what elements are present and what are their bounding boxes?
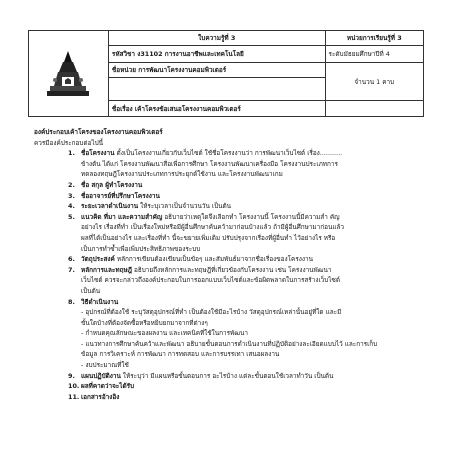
item-description: ให้ระบุเวลาเป็นจำนวนวัน เป็นต้น — [138, 202, 232, 211]
topic: ชื่อเรื่อง เค้าโครงข้อเสนอโครงงานคอมพิวเตอร์ — [108, 101, 325, 117]
item-label: ชื่อโครงงาน — [81, 149, 115, 158]
item-list-continued — [28, 371, 424, 403]
method-subitem: - อุปกรณ์ที่ต้องใช้ ระบุวัสดุอุปกรณ์ที่ทำ เป็นต้องใช้มีอะไรบ้าง วัสดุอุปกรณ์เหล่านั้นอยู่ที่ใด และมี — [81, 308, 342, 317]
item-number: 7. — [68, 265, 75, 274]
item-label: แผนปฏิบัติงาน — [81, 371, 121, 380]
item-description: ตั้งเป็นโครงงานเกี่ยวกับเว็บไซต์ ใช้ชื่อโครงงานว่า การพัฒนาเว็บไซต์ เรื่อง........... — [114, 149, 343, 158]
item-continuation: เป็นต้น — [81, 286, 101, 295]
item-text — [81, 371, 424, 382]
item-label: ระยะเวลาดำเนินงาน — [81, 202, 139, 211]
list-item — [28, 212, 424, 223]
item-text — [81, 254, 424, 265]
blank-cell — [325, 101, 423, 117]
method-subitems — [28, 307, 424, 371]
item-number: 3. — [68, 191, 75, 200]
item-description: อธิบายถึงหลักการและทฤษฎีที่เกี่ยวข้องกับโครงงาน เช่น โครงงานพัฒนา — [131, 265, 332, 274]
method-subitem: - แนวทางการศึกษาค้นคว้าและพัฒนา อธิบายขั้นตอนการดำเนินงานที่ปฏิบัติอย่างละเอียดแบบไว้ และการเก็บ — [81, 339, 378, 348]
item-continuation: ทดลองทฤษฎีโครงงานประเภทการประยุกต์ใช้งาน และโครงงานพัฒนาเกม — [81, 170, 283, 179]
method-subitem: ขั้นใดบ้างที่ต้องจัดซื้อหรือหยิบยกมาจากที่ต่างๆ — [81, 318, 208, 327]
item-text — [81, 381, 424, 392]
method-subitem: ข้อมูล การวิเคราะห์ การพัฒนา การทดสอบ และการบรรเทา เสนอผลงาน — [81, 350, 280, 359]
item-label: วิธีดำเนินงาน — [81, 297, 119, 306]
item-label: ชื่ออาจารย์ที่ปรึกษาโครงงาน — [81, 191, 160, 200]
item-text — [81, 201, 424, 212]
item-number: 5. — [68, 212, 75, 221]
item-label: แนวคิด ที่มา และความสำคัญ — [81, 212, 163, 221]
item-continuation: เป็นการทำซ้ำเพื่อเพิ่มประสิทธิภาพของระบบ — [81, 244, 201, 253]
item-text — [81, 191, 424, 202]
list-item — [28, 180, 424, 191]
item-description: อธิบายว่าเหตุใดจึงเลือกทำ โครงงานนี้ โครงงานนี้มีความสำ คัญ — [162, 212, 340, 221]
method-subitem: - กำหนดคุณลักษณะของผลงาน และเทคนิคที่ใช้ในการพัฒนา — [81, 329, 248, 338]
list-item — [28, 371, 424, 382]
item-number: 8. — [68, 297, 75, 306]
intro-text: ควรมีองค์ประกอบต่อไปนี้ — [34, 138, 104, 147]
item-text — [81, 148, 424, 159]
item-number: 4. — [68, 202, 75, 211]
header-table — [28, 30, 424, 117]
list-item — [28, 297, 424, 308]
blank-cell — [108, 78, 325, 101]
item-label: เอกสารอ้างอิง — [81, 392, 120, 401]
sheet-title: ใบความรู้ที่ 3 — [108, 31, 325, 46]
item-number: 9. — [68, 371, 75, 380]
item-continuation: ข้างต้น ได้แก่ โครงงานพัฒนาสื่อเพื่อการศึกษา โครงงานพัฒนาเครื่องมือ โครงงานประเภทการ — [81, 159, 338, 168]
item-text — [81, 297, 424, 308]
item-list — [28, 148, 424, 307]
item-label: ชื่อ สกุล ผู้ทำโครงงาน — [81, 180, 143, 189]
list-item — [28, 265, 424, 276]
list-item — [28, 392, 424, 403]
item-continuation: เว็บไซต์ ควรจะกล่าวถึงองค์ประกอบในการออกแบบเว็บไซต์และข้อผิดพลาดในการสร้างเว็บไซต์ — [81, 276, 340, 285]
item-text — [81, 180, 424, 191]
item-number: 6. — [68, 255, 75, 264]
item-text — [81, 392, 424, 403]
item-text — [81, 212, 424, 223]
item-continuation: อย่างไร เรื่องที่ทำ เป็นเรื่องใหม่หรือมีผู้อื่นศึกษาค้นคว้ามาก่อนบ้างแล้ว ถ้ามีผู้อื่นศึกษามาก่อนแล้ว — [81, 223, 344, 232]
school-emblem-icon — [44, 48, 92, 98]
duration: จำนวน 1 คาบ — [325, 63, 423, 101]
method-subitem: - งบประมาณที่ใช้ — [81, 361, 129, 370]
item-label: ผลที่คาดว่าจะได้รับ — [81, 382, 135, 391]
grade-level: ระดับมัธยมศึกษาปีที่ 4 — [325, 46, 423, 63]
item-text — [81, 265, 424, 276]
item-number: 2. — [68, 180, 75, 189]
item-continuation: ผลที่ได้เป็นอย่างไร และเรื่องที่ทำ นี้จะขยายเพิ่มเติม ปรับปรุงจากเรื่องที่ผู้อื่นทำ ไว้อย่างไร หรือ — [81, 233, 336, 242]
item-description: ให้ระบุว่า มีแผนหรือขั้นตอนการ อะไรบ้าง แต่ละขั้นตอนใช้เวลาทำวัน เป็นต้น — [120, 371, 334, 380]
item-number: 11. — [68, 392, 80, 401]
item-label: หลักการและทฤษฎี — [81, 265, 132, 274]
list-item — [28, 191, 424, 202]
course-code: รหัสวิชา ง31102 การงานอาชีพและเทคโนโลยี — [108, 46, 325, 63]
unit-label: หน่วยการเรียนรู้ที่ 3 — [325, 31, 423, 46]
item-number: 1. — [68, 149, 75, 158]
content — [28, 127, 424, 402]
list-item — [28, 381, 424, 392]
list-item — [28, 201, 424, 212]
item-description: หลักการเขียนต้องเขียนเป็นข้อๆ และสัมพันธ์มาจากชื่อเรื่องของโครงงาน — [114, 255, 313, 264]
list-item — [28, 148, 424, 159]
item-label: วัตถุประสงค์ — [81, 255, 115, 264]
list-item — [28, 254, 424, 265]
item-number: 10. — [68, 382, 80, 391]
school-logo — [29, 31, 109, 117]
section-title: องค์ประกอบเค้าโครงของโครงงานคอมพิวเตอร์ — [34, 128, 163, 136]
unit-name: ชื่อหน่วย การพัฒนาโครงงานคอมพิวเตอร์ — [108, 63, 325, 78]
